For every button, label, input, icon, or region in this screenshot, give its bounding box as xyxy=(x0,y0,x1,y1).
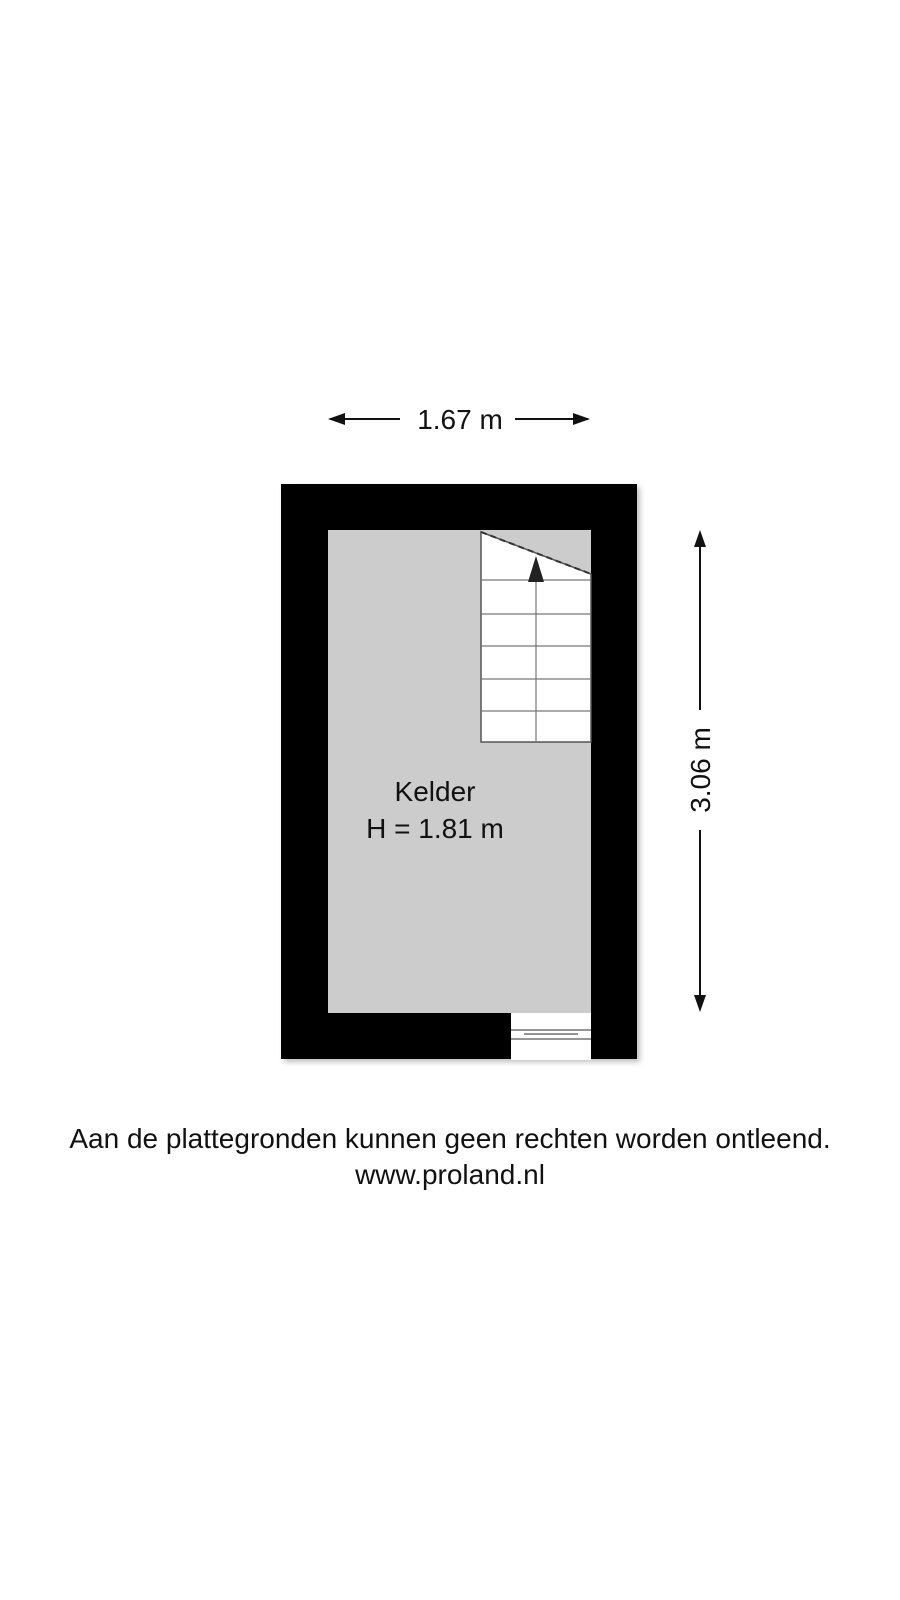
wall-opening xyxy=(511,1013,591,1060)
width-dimension xyxy=(328,404,590,435)
room-height: H = 1.81 m xyxy=(366,813,504,844)
arrow-up-icon xyxy=(694,530,706,547)
website-text: www.proland.nl xyxy=(355,1159,545,1190)
room-name: Kelder xyxy=(394,776,476,807)
width-dimension-label: 1.67 m xyxy=(417,404,503,435)
depth-dimension xyxy=(685,530,716,1012)
arrow-down-icon xyxy=(694,995,706,1012)
arrow-left-icon xyxy=(328,413,345,425)
disclaimer-text: Aan de plattegronden kunnen geen rechten worden ontleend. xyxy=(69,1123,831,1154)
depth-dimension-label: 3.06 m xyxy=(685,727,716,813)
bottom-opening xyxy=(511,1013,591,1060)
arrow-right-icon xyxy=(573,413,590,425)
